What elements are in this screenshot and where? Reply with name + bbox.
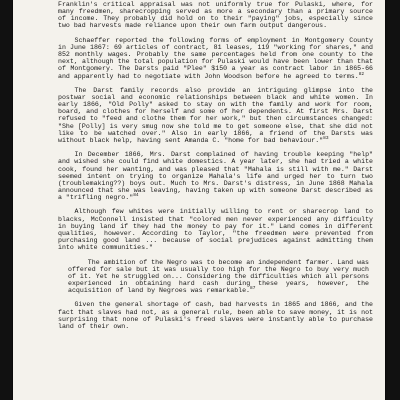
paragraph-3-text: The Darst family records also provide an intriguing glimpse into the postwar social and economic relationships between black and white women. In early 1866, "Old Polly" asked to stay on with the family and work for room, board, and clothes for herself and some of her dependents. At first Mrs. Darst refused to "feed and clothe them for her work," but then circumstances changed: "She [Polly] is very smug now she told me to get someone else, that she did not like to be watched over." Also in early 1866, a friend of the Darsts was without black help, having sent Amanda C. "home for bad behaviour." (58, 86, 373, 144)
paragraph-1 (58, 1, 373, 30)
body-text (58, 1, 373, 337)
footnote-ref-83: 83 (323, 135, 329, 141)
block-quote (68, 259, 369, 295)
paragraph-4-text: In December 1866, Mrs. Darst complained of having trouble keeping "help" and wished she could find white domestics. A year later, she had tried a white cook, found her wanting, and was pleased that "Mahala is still with me." Darst seemed intent on trying to organize Mahala's life and urged her to turn two (troublemaking??) boys out. Much to Mrs. Darst's distress, in June 1868 Mahala announced that she was leaving, having taken up with someone Darst described as a "trifling negro." (58, 151, 373, 202)
paragraph-2 (58, 37, 373, 80)
paragraph-1-text: Franklin's critical appraisal was not uniformly true for Pulaski, where, for many freedmen, sharecropping served as more a secondary than a primary source of income. They probably did hold on to their "paying" jobs, especially since two bad harvests made reliance upon their own farm output dangerous. (58, 1, 373, 30)
paragraph-4 (58, 151, 373, 201)
paragraph-5 (58, 208, 373, 251)
paragraph-7 (58, 301, 373, 330)
paragraph-5-text: Although few whites were initially willing to rent or sharecrop land to blacks, McConnell insisted that "colored men never experienced any difficulty in buying land if they had the money to pay for it." Land comes in different qualities, however. According to Taylor, "the freedmen were prevented from purchasing good land ... because of social prejudices against admitting them into white communities." (58, 208, 373, 252)
paragraph-3 (58, 87, 373, 144)
block-quote-text: The ambition of the Negro was to become an independent farmer. Land was offered for sale but it was usually too high for the Negro to buy very much of it. Yet he struggled on... Considering the difficulties which all persons experienced in obtaining hard cash during these years, however, the acquisition of land by Negroes was remarkable. (68, 258, 369, 295)
paragraph-2-text: Schaeffer reported the following forms of employment in Montgomery County in June 1867: 69 articles of contract, 81 leases, 119 "working for shares," and 852 monthly wages. Probably the same percentages held from one county to the next, although the total population for Pulaski would have been lower than that of Montgomery. The Darsts paid "Plee" $150 a year as contract labor in 1865-66 and apparently had to negotiate with John Woodson before he agreed to terms. (58, 36, 373, 80)
paragraph-7-text: Given the general shortage of cash, bad harvests in 1865 and 1866, and the fact that slaves had not, as a general rule, been able to save money, it is not surprising that none of Pulaski's freed slaves were instantly able to purchase land of their own. (58, 301, 373, 330)
footnote-ref-84: 84 (133, 192, 139, 198)
footnote-ref-82: 82 (358, 71, 365, 77)
footnote-ref-87: 87 (250, 285, 256, 291)
document-page (13, 0, 385, 400)
